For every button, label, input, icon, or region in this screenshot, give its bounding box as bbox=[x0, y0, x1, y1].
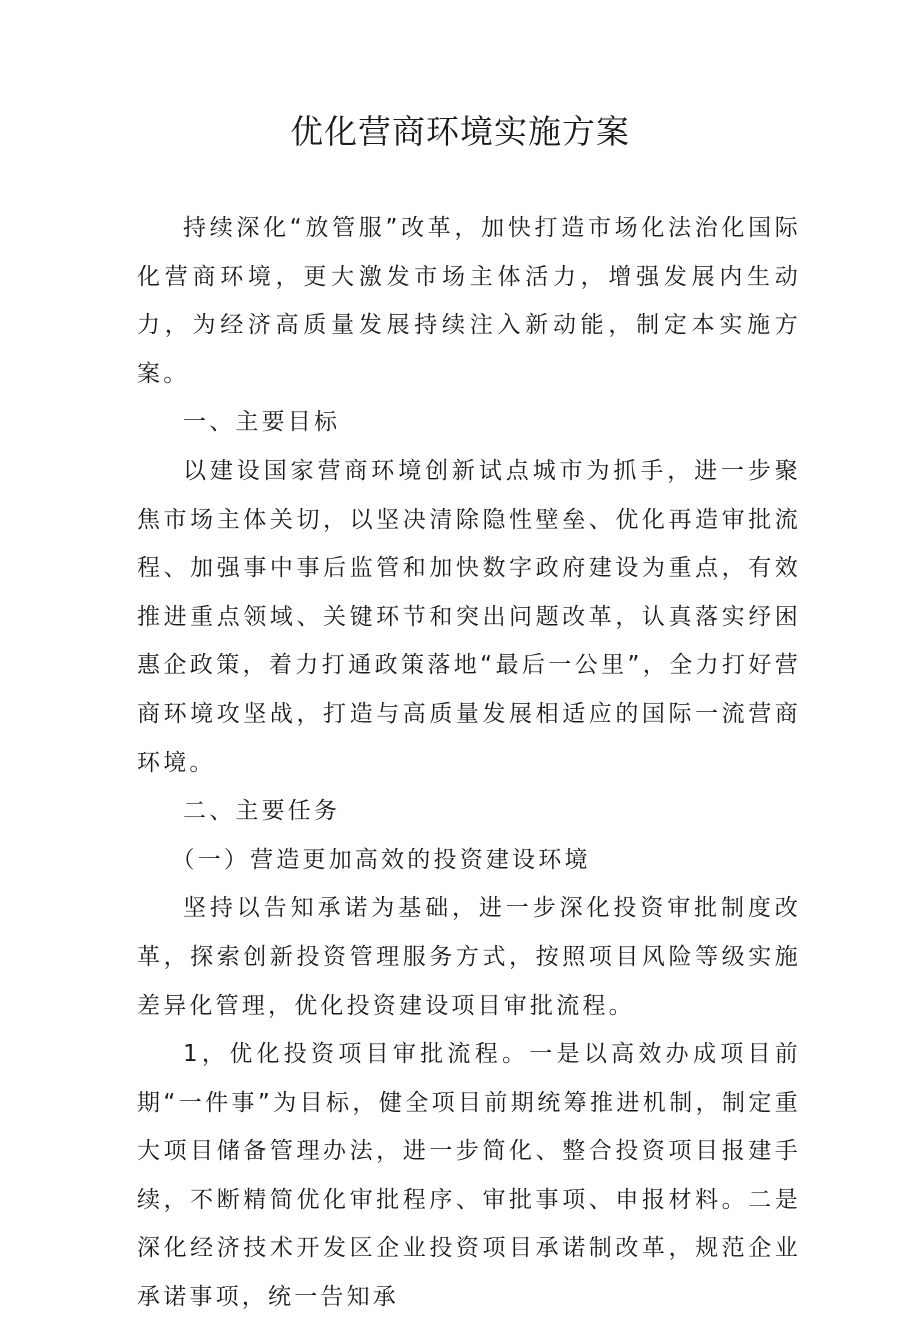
section-heading-main-tasks: 二、主要任务 bbox=[183, 798, 341, 825]
section-heading-main-goals: 一、主要目标 bbox=[183, 409, 341, 436]
intro-paragraph: 持续深化“放管服”改革，加快打造市场化法治化国际化营商环境，更大激发市场主体活力，增强发展内生动力，为经济高质量发展持续注入新动能，制定本实施方案。 bbox=[137, 215, 801, 387]
document-title: 优化营商环境实施方案 bbox=[290, 112, 630, 151]
document-body bbox=[137, 204, 801, 1322]
investment-paragraph: 坚持以告知承诺为基础，进一步深化投资审批制度改革，探索创新投资管理服务方式，按照项目风险等级实施差异化管理，优化投资建设项目审批流程。 bbox=[137, 895, 801, 1019]
goals-paragraph: 以建设国家营商环境创新试点城市为抓手，进一步聚焦市场主体关切，以坚决清除隐性壁垒、优化再造审批流程、加强事中事后监管和加快数字政府建设为重点，有效推进重点领域、关键环节和突出问题改革，认真落实纾困惠企政策，着力打通政策落地“最后一公里”，全力打好营商环境攻坚战，打造与高质量发展相适应的国际一流营商环境。 bbox=[137, 457, 801, 776]
subsection-heading-investment: （一）营造更加高效的投资建设环境 bbox=[171, 846, 591, 873]
item-1-paragraph: 1，优化投资项目审批流程。一是以高效办成项目前期“一件事”为目标，健全项目前期统筹推进机制，制定重大项目储备管理办法，进一步简化、整合投资项目报建手续，不断精简优化审批程序、审批事项、申报材料。二是深化经济技术开发区企业投资项目承诺制改革，规范企业承诺事项，统一告知承 bbox=[137, 1041, 801, 1311]
